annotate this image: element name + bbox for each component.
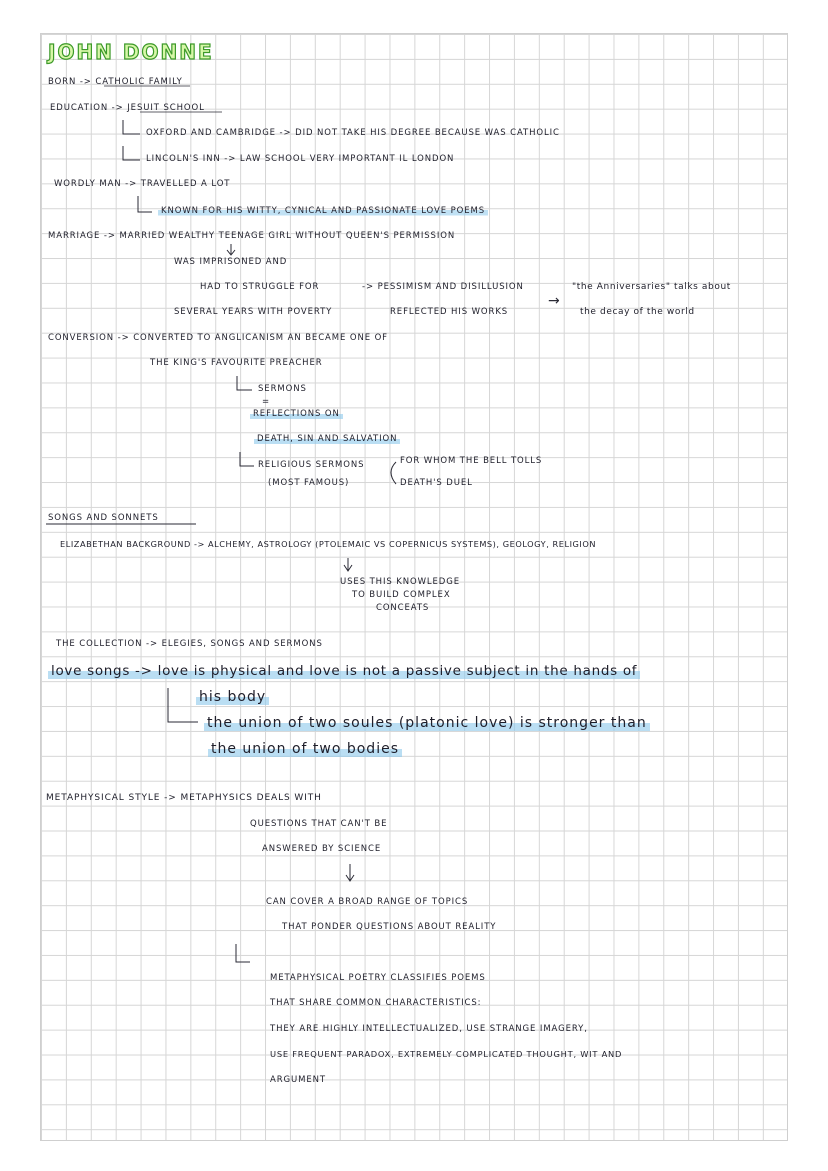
note-meta2: QUESTIONS THAT CAN'T BE [250,819,388,829]
note-oxford: OXFORD AND CAMBRIDGE -> DID NOT TAKE HIS DEGREE BECAUSE WAS CATHOLIC [146,128,560,138]
arrow-to-anniversaries: → [548,293,560,309]
note-favourite: THE KING'S FAVOURITE PREACHER [150,358,323,368]
note-pessimism1: -> PESSIMISM AND DISILLUSION [362,282,524,292]
note-meta8: THEY ARE HIGHLY INTELLECTUALIZED, USE STRANGE IMAGERY, [270,1024,588,1034]
note-love2: his body [196,689,269,705]
section-metaphysical: METAPHYSICAL STYLE -> METAPHYSICS DEALS WITH [46,793,322,803]
note-sermons: SERMONS [258,384,307,394]
note-uses2: TO BUILD COMPLEX [352,590,451,600]
note-pessimism2: REFLECTED HIS WORKS [390,307,509,317]
note-marriage: MARRIAGE -> MARRIED WEALTHY TEENAGE GIRL WITHOUT QUEEN'S PERMISSION [48,231,456,241]
note-bell: FOR WHOM THE BELL TOLLS [400,456,543,466]
note-lincoln: LINCOLN'S INN -> LAW SCHOOL VERY IMPORTANT IL LONDON [146,154,455,164]
note-education: EDUCATION -> JESUIT SCHOOL [50,103,205,113]
note-known: KNOWN FOR HIS WITTY, CYNICAL AND PASSIONATE LOVE POEMS [158,206,488,216]
note-born: BORN -> CATHOLIC FAMILY [48,77,183,87]
note-love4: the union of two bodies [208,741,402,757]
note-struggle1: HAD TO STRUGGLE FOR [200,282,320,292]
note-conversion: CONVERSION -> CONVERTED TO ANGLICANISM AN BECAME ONE OF [48,333,388,343]
note-equals: = [262,397,271,407]
section-songs-sonnets: SONGS AND SONNETS [48,513,159,523]
note-meta10: ARGUMENT [270,1075,326,1085]
note-uses1: USES THIS KNOWLEDGE [340,577,461,587]
note-wordly: WORDLY MAN -> TRAVELLED A LOT [54,179,231,189]
note-religious1: RELIGIOUS SERMONS [258,460,365,470]
note-meta3: ANSWERED BY SCIENCE [262,844,382,854]
note-duel: DEATH'S DUEL [400,478,473,488]
note-death-sin: DEATH, SIN AND SALVATION [254,434,400,444]
note-collection: THE COLLECTION -> ELEGIES, SONGS AND SERMONS [56,639,323,649]
note-uses3: CONCEATS [376,603,430,613]
note-meta6: METAPHYSICAL POETRY CLASSIFIES POEMS [270,973,486,983]
note-meta7: THAT SHARE COMMON CHARACTERISTICS: [270,998,482,1008]
note-imprisoned: WAS IMPRISONED AND [174,257,288,267]
note-meta4: CAN COVER A BROAD RANGE OF TOPICS [266,897,469,907]
note-anniv2: the decay of the world [580,307,695,317]
note-reflections: REFLECTIONS ON [250,409,343,419]
note-struggle2: SEVERAL YEARS WITH POVERTY [174,307,333,317]
note-religious2: (MOST FAMOUS) [268,478,350,488]
note-meta9: USE FREQUENT PARADOX, EXTREMELY COMPLICATED THOUGHT, WIT AND [270,1049,623,1059]
note-love3: the union of two soules (platonic love) is stronger than [204,715,650,731]
note-love1: love songs -> love is physical and love is not a passive subject in the hands of [48,663,640,679]
note-elizabethan: ELIZABETHAN BACKGROUND -> ALCHEMY, ASTROLOGY (PTOLEMAIC VS COPERNICUS SYSTEMS), GEOLOGY, RELIGION [60,539,597,549]
note-meta5: THAT PONDER QUESTIONS ABOUT REALITY [282,922,497,932]
page-title: JOHN DONNE [48,40,214,64]
note-anniv1: "the Anniversaries" talks about [572,282,731,292]
